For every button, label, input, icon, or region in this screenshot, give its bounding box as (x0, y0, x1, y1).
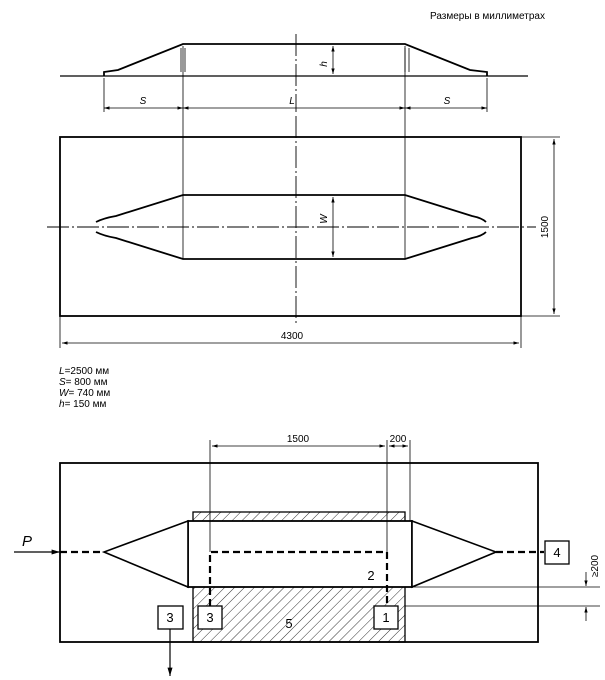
s-right-label: S (443, 96, 451, 107)
label-5: 5 (285, 616, 293, 631)
units-note: Размеры в миллиметрах (430, 11, 545, 22)
width-dimension-label: 4300 (280, 331, 304, 342)
dim-ge200-label: ≥200 (590, 554, 601, 578)
s-left-label: S (139, 96, 147, 107)
test-surface-outline (60, 137, 521, 316)
bump-upper-edge (96, 195, 486, 222)
w-label: W (319, 214, 330, 224)
callout-4-label: 4 (553, 545, 561, 560)
bump-lower-edge (96, 232, 486, 259)
legend-item: W= 740 мм (59, 388, 111, 399)
layout-view (14, 434, 601, 676)
l-label: L (289, 96, 295, 107)
left-ramp (104, 521, 188, 587)
callout-1-label: 1 (382, 610, 390, 625)
legend-item: S= 800 мм (59, 377, 108, 388)
height-dimension-label: 1500 (540, 215, 551, 239)
force-label: P (22, 533, 33, 550)
dim-200-label: 200 (389, 434, 407, 445)
legend-item: h= 150 мм (59, 399, 107, 410)
legend-item: L=2500 мм (59, 366, 110, 377)
bump-profile (104, 44, 487, 76)
profile-view (60, 34, 528, 112)
dim-1500-label: 1500 (286, 434, 310, 445)
bump-body (188, 521, 412, 587)
dimensions-legend (59, 366, 110, 410)
plan-view (47, 112, 560, 348)
callout-3-inner-label: 3 (206, 610, 214, 625)
h-label: h (319, 61, 330, 67)
callout-3-outer-label: 3 (166, 610, 174, 625)
label-2: 2 (367, 568, 375, 583)
right-ramp (412, 521, 496, 587)
